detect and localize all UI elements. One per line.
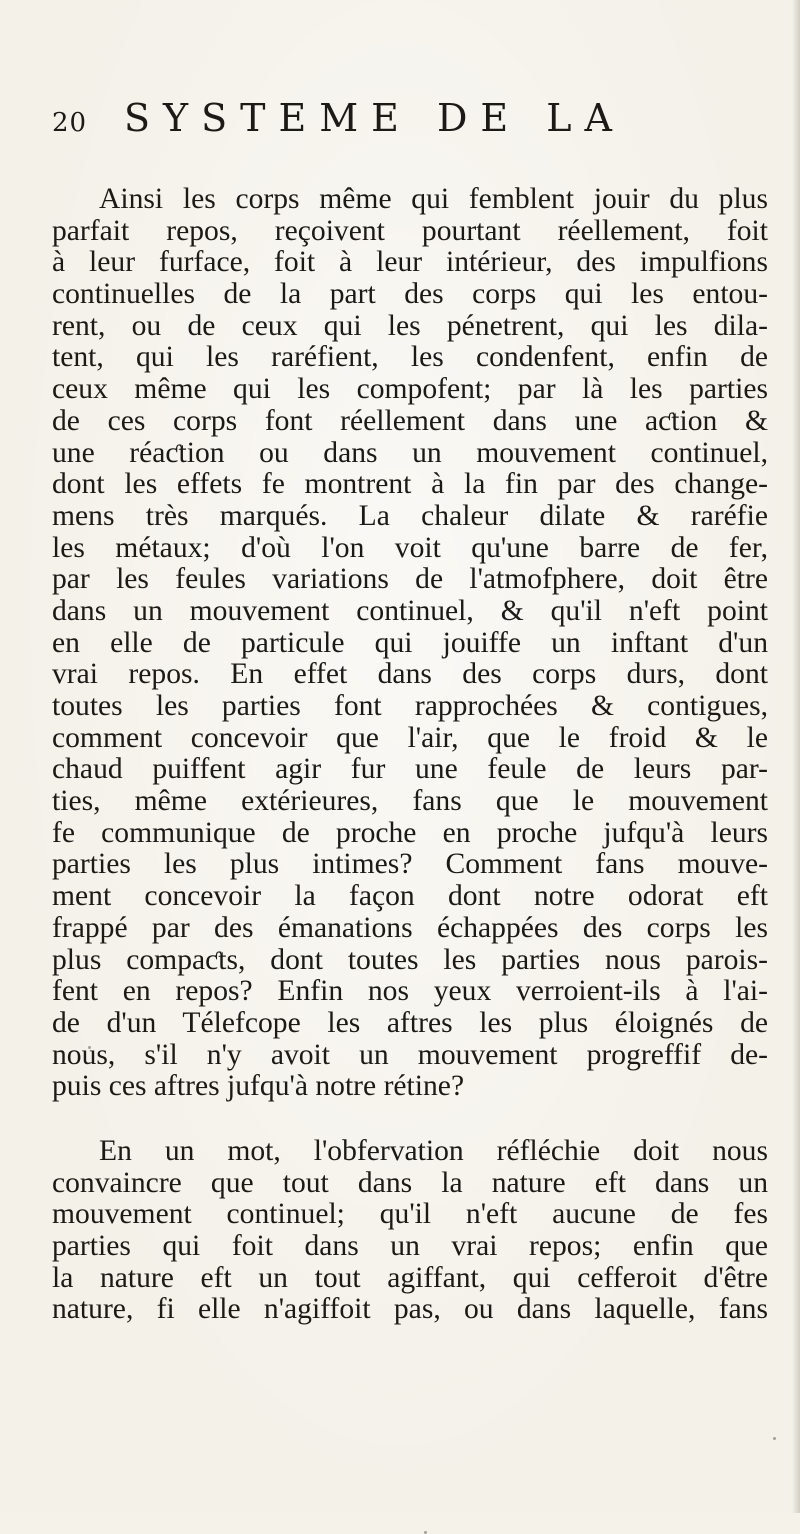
text-line: à leur furface, foit à leur intérieur, des impulfions <box>52 246 768 279</box>
text-line: dont les effets fe montrent à la fin par des change- <box>52 468 768 501</box>
text-line: une réaƈtion ou dans un mouvement continuel, <box>52 436 768 469</box>
ink-speck <box>88 1046 91 1049</box>
text-line: de d'un Télefcope les aftres les plus éloignés de <box>52 1006 768 1039</box>
text-line: toutes les parties font rapprochées & contigues, <box>52 690 768 722</box>
text-line: chaud puiffent agir fur une feule de leurs par- <box>52 753 768 786</box>
text-line: ceux même qui les compofent; par là les parties <box>52 373 768 406</box>
paragraph-1 <box>52 184 768 1103</box>
text-line: parties qui foit dans un vrai repos; enfin que <box>52 1230 768 1262</box>
page-number: 20 <box>52 108 88 138</box>
text-line: dans un mouvement continuel, & qu'il n'eft point <box>52 594 768 627</box>
text-line: ment concevoir la façon dont notre odorat eft <box>52 880 768 913</box>
text-line: ties, même extérieures, fans que le mouvement <box>52 785 768 818</box>
text-line: mouvement continuel; qu'il n'eft aucune de fes <box>52 1198 768 1231</box>
ink-speck <box>773 1437 776 1440</box>
page-edge-shadow <box>792 0 800 1513</box>
text-line: parfait repos, reçoivent pourtant réellement, foit <box>52 214 768 247</box>
text-line: plus compaƈts, dont toutes les parties nous parois- <box>52 943 768 976</box>
page-header <box>52 96 752 146</box>
text-line: frappé par des émanations échappées des corps les <box>52 911 768 944</box>
text-line: comment concevoir que l'air, que le froid & le <box>52 721 768 754</box>
text-line: Ainsi les corps même qui femblent jouir du plus <box>99 183 768 215</box>
text-line: fent en repos? Enfin nos yeux verroient-ils à l'ai- <box>52 975 768 1008</box>
text-line: vrai repos. En effet dans des corps durs, dont <box>52 658 768 691</box>
paragraph-gap <box>52 1103 768 1136</box>
text-line: tent, qui les raréfient, les condenfent, enfin de <box>52 341 768 374</box>
text-line: puis ces aftres jufqu'à notre rétine? <box>52 1070 465 1103</box>
text-line: par les feules variations de l'atmofphere, doit être <box>52 563 768 596</box>
text-line: convaincre que tout dans la nature eft dans un <box>52 1166 768 1199</box>
text-line: nature, fi elle n'agiffoit pas, ou dans laquelle, fans <box>52 1293 768 1326</box>
text-line: la nature eft un tout agiffant, qui cefferoit d'être <box>52 1261 768 1294</box>
text-line: rent, ou de ceux qui les pénetrent, qui les dila- <box>52 309 768 342</box>
text-line: En un mot, l'obfervation réfléchie doit nous <box>99 1134 768 1167</box>
body-text <box>52 184 768 1326</box>
text-line: continuelles de la part des corps qui les entou- <box>52 278 768 311</box>
running-title: SYSTEME DE LA <box>124 96 625 140</box>
text-line: les métaux; d'où l'on voit qu'une barre de fer, <box>52 531 768 564</box>
text-line: parties les plus intimes? Comment fans mouve- <box>52 848 768 881</box>
text-line: en elle de particule qui jouiffe un inftant d'un <box>52 626 768 659</box>
text-line: mens très marqués. La chaleur dilate & raréfie <box>52 499 768 532</box>
text-line: nous, s'il n'y avoit un mouvement progreffif de- <box>52 1038 768 1071</box>
paragraph-2 <box>52 1136 768 1326</box>
text-line: de ces corps font réellement dans une aƈtion & <box>52 404 768 437</box>
text-line: fe communique de proche en proche jufqu'à leurs <box>52 816 768 849</box>
